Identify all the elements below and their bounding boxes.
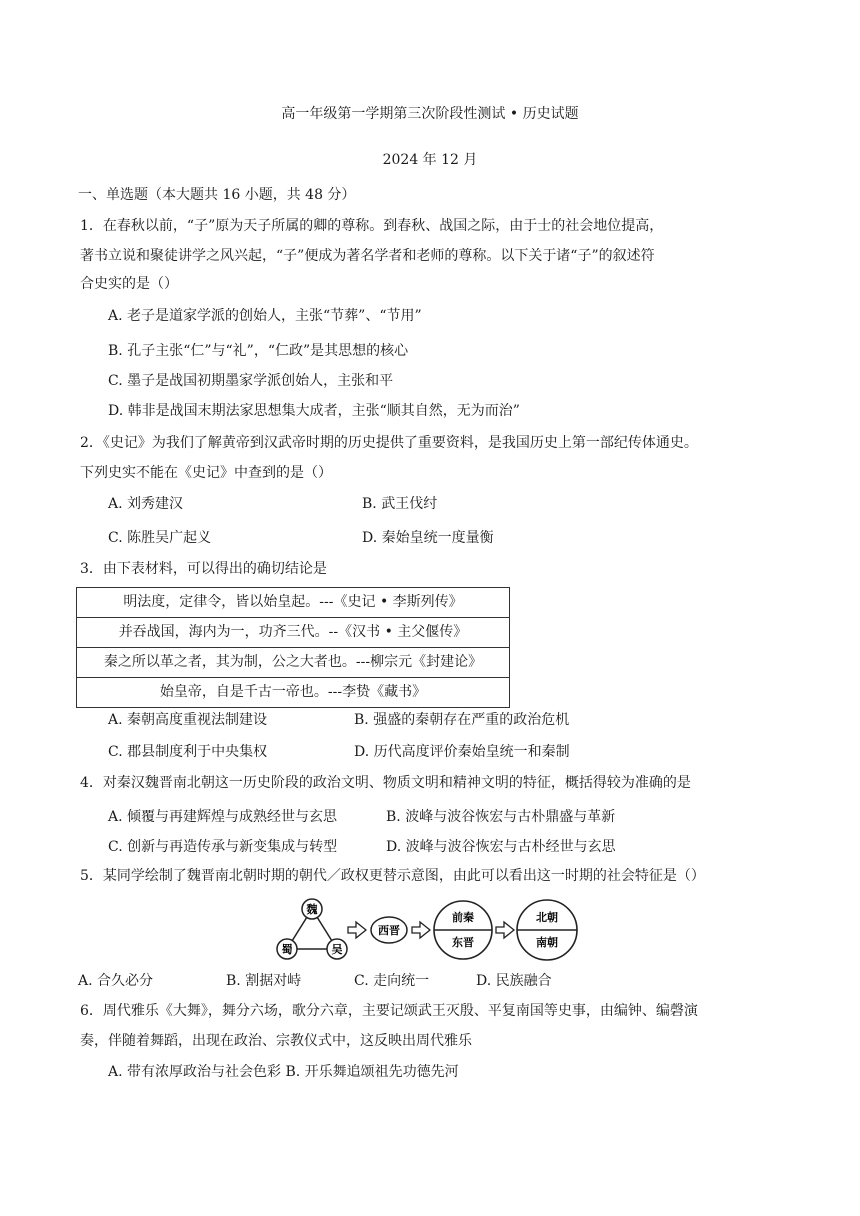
table-cell: 秦之所以革之者，其为制，公之大者也。---柳宗元《封建论》 (77, 648, 510, 678)
q6-options-line: A. 带有浓厚政治与社会色彩 B. 开乐舞追颂祖先功德先河 (108, 1064, 459, 1080)
q3-option-b: B. 强盛的秦朝存在严重的政治危机 (354, 712, 570, 728)
q3-option-a: A. 秦朝高度重视法制建设 (108, 712, 268, 728)
q6-stem-line-1: 6．周代雅乐《大舞》，舞分六场，歌分六章，主要记颂武王灭殷、平复南国等史事，由编钟、编磬演 (80, 1003, 698, 1019)
q5-stem: 5．某同学绘制了魏晋南北朝时期的朝代／政权更替示意图，由此可以看出这一时期的社会特征是（） (80, 868, 705, 884)
arrow-right-icon (412, 922, 430, 938)
q4-option-a: A. 倾覆与再建辉煌与成熟经世与玄思 (108, 809, 338, 825)
arrow-right-icon (348, 922, 366, 938)
q5-option-c: C. 走向统一 (354, 973, 430, 989)
q3-option-c: C. 郡县制度利于中央集权 (108, 744, 268, 760)
q5-option-d: D. 民族融合 (476, 973, 552, 989)
q1-option-a: A. 老子是道家学派的创始人，主张“节葬”、“节用” (108, 308, 422, 324)
q1-option-c: C. 墨子是战国初期墨家学派创始人，主张和平 (108, 373, 394, 389)
dynasty-succession-diagram (272, 895, 592, 965)
q5-option-a: A. 合久必分 (78, 973, 154, 989)
table-row (77, 648, 510, 678)
q1-stem-line-1: 1．在春秋以前，“子”原为天子所属的卿的尊称。到春秋、战国之际，由于士的社会地位提高， (80, 218, 664, 234)
table-row (77, 618, 510, 648)
table-row (77, 678, 510, 708)
table-row (77, 588, 510, 618)
q2-option-c: C. 陈胜吴广起义 (108, 530, 212, 546)
xijin-label: 西晋 (378, 924, 400, 937)
shu-label: 蜀 (281, 943, 293, 956)
q2-option-a: A. 刘秀建汉 (108, 496, 184, 512)
q3-stem: 3．由下表材料，可以得出的确切结论是 (80, 561, 327, 577)
wei-label: 魏 (306, 903, 318, 916)
table-cell: 并吞战国，海内为一，功齐三代。--《汉书 • 主父偃传》 (77, 618, 510, 648)
arrow-right-icon (496, 922, 514, 938)
q6-stem-line-2: 奏，伴随着舞蹈，出现在政治、宗教仪式中，这反映出周代雅乐 (80, 1033, 472, 1049)
q3-option-d: D. 历代高度评价秦始皇统一和秦制 (354, 744, 570, 760)
q3-material-table (76, 587, 510, 708)
q4-option-b: B. 波峰与波谷恢宏与古朴鼎盛与革新 (386, 809, 616, 825)
q4-option-d: D. 波峰与波谷恢宏与古朴经世与玄思 (386, 839, 616, 855)
wu-label: 吴 (331, 943, 343, 956)
q4-option-c: C. 创新与再造传承与新变集成与转型 (108, 839, 338, 855)
exam-title: 高一年级第一学期第三次阶段性测试 • 历史试题 (281, 106, 579, 122)
section-heading: 一、单选题（本大题共 16 小题，共 48 分） (78, 187, 356, 203)
q2-stem-line-1: 2．《史记》为我们了解黄帝到汉武帝时期的历史提供了重要资料，是我国历史上第一部纪传体通史。 (80, 435, 698, 451)
q4-stem: 4．对秦汉魏晋南北朝这一历史阶段的政治文明、物质文明和精神文明的特征，概括得较为准确的是 (80, 775, 691, 791)
exam-date: 2024 年 12 月 (382, 152, 478, 168)
q1-option-d: D. 韩非是战国末期法家思想集大成者，主张“顺其自然，无为而治” (108, 403, 520, 419)
q1-stem-line-3: 合史实的是（） (80, 276, 178, 292)
beichao-label: 北朝 (536, 911, 558, 924)
table-cell: 明法度，定律令，皆以始皇起。---《史记 • 李斯列传》 (77, 588, 510, 618)
q1-option-b: B. 孔子主张“仁”与“礼”，“仁政”是其思想的核心 (108, 343, 409, 359)
q1-stem-line-2: 著书立说和聚徒讲学之风兴起，“子”便成为著名学者和老师的尊称。以下关于诸“子”的叙述符 (80, 248, 655, 264)
q2-option-b: B. 武王伐纣 (362, 496, 438, 512)
qianqin-label: 前秦 (452, 911, 474, 924)
q5-option-b: B. 割据对峙 (226, 973, 302, 989)
q2-option-d: D. 秦始皇统一度量衡 (362, 530, 494, 546)
q2-stem-line-2: 下列史实不能在《史记》中查到的是（） (80, 465, 332, 481)
dongjin-label: 东晋 (452, 936, 474, 949)
nanchao-label: 南朝 (536, 936, 558, 949)
table-cell: 始皇帝，自是千古一帝也。---李贽《藏书》 (77, 678, 510, 708)
